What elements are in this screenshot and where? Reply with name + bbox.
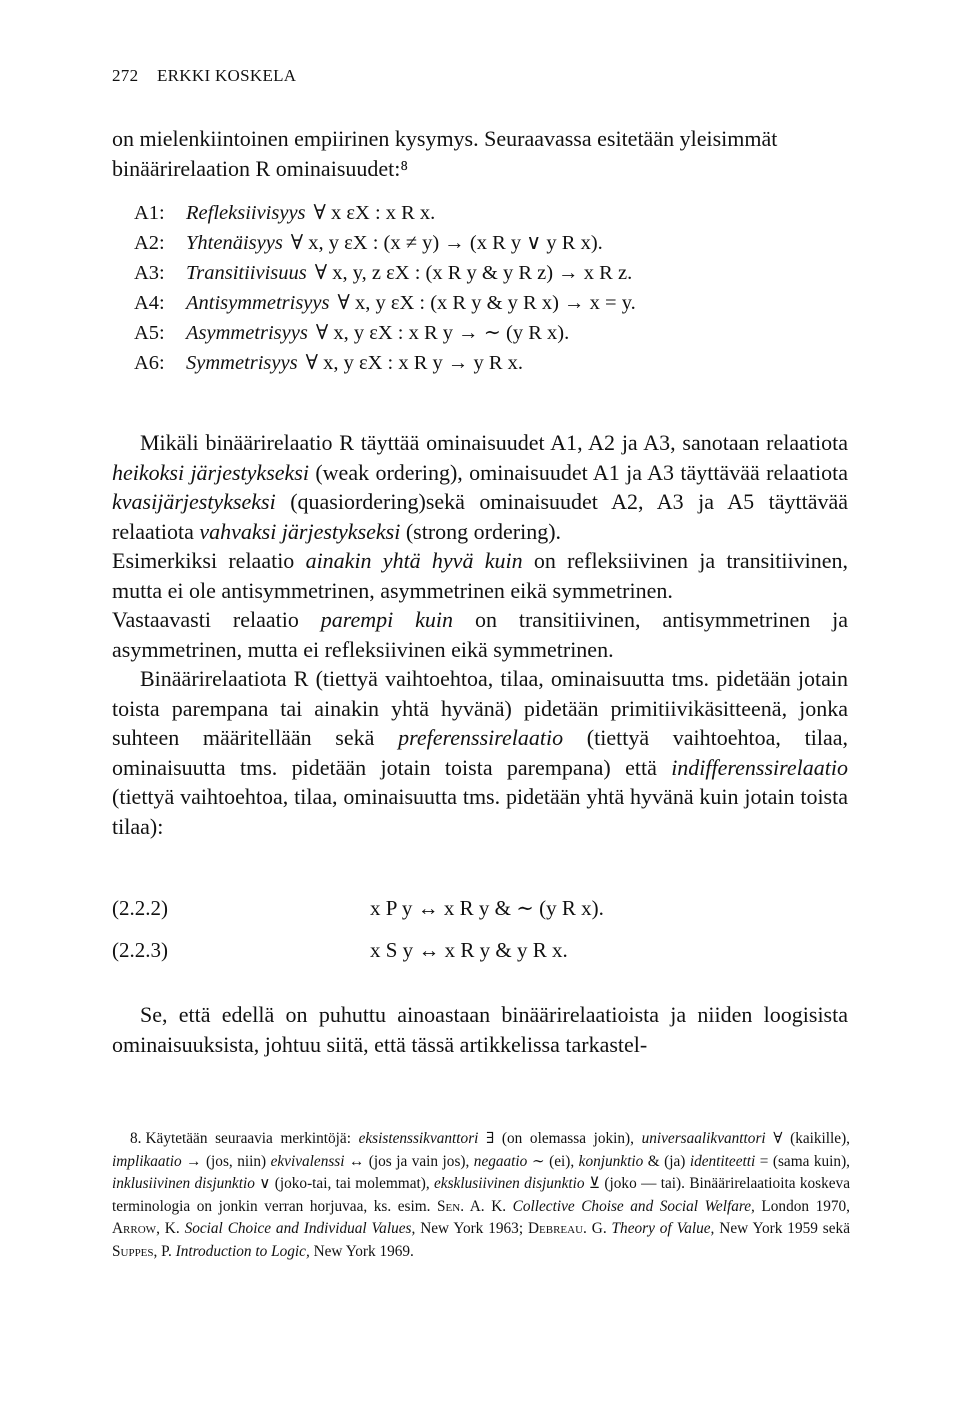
term: inklusiivinen disjunktio [112,1175,255,1192]
formula-expression: x S y ↔ x R y & y R x. [370,938,568,962]
axiom-formula: ∀ x, y, z εX : (x R y & y R z) → x R z. [314,262,633,284]
axiom-label: A2: [134,232,165,254]
text-run: , P. [153,1242,176,1260]
axiom-a3 [134,258,636,288]
term-strong-ordering: vahvaksi järjestykseksi [199,518,401,544]
text-run: . A. K. [460,1197,513,1215]
text-run: (tiettyä vaihtoehtoa, tilaa, ominaisuutta tms. pidetään yhtä hyvänä kuin jotain toista tilaa): [112,784,848,839]
text-run: & (ja) [643,1152,690,1170]
paragraph-example-2 [112,605,848,664]
text-run: New York 1963; [415,1220,528,1237]
term: eksistenssikvanttori [358,1130,479,1147]
text-run: = (sama kuin), [755,1152,850,1170]
paragraph-preference [112,664,848,841]
axiom-label: A4: [134,292,165,314]
axiom-a2 [134,228,636,258]
term: konjunktio [578,1152,644,1170]
text-run: (weak ordering), ominaisuudet A1 ja A3 täyttävää relaatiota [308,459,848,485]
text-run: (strong ordering). [400,518,562,544]
running-header [112,66,296,86]
text-run: on refleksiivinen ja transitiivinen, mutta ei ole antisymmetrinen, asymmetrinen eikä symmetrinen. [112,548,848,603]
footnote-8 [112,1128,850,1263]
term-at-least-as-good: ainakin yhtä hyvä kuin [305,548,523,573]
text-run: London 1970, [754,1197,850,1215]
term-preference-relation: preferenssirelaatio [398,725,564,750]
text-run: New York 1969. [309,1242,414,1260]
axiom-name: Symmetrisyys [186,352,298,374]
paragraph-orderings [112,428,848,546]
text-run: Vastaavasti relaatio [112,607,321,632]
author-name: Suppes [112,1242,154,1260]
term-quasiordering: kvasijärjestykseksi [112,489,276,514]
text-run: Käytetään seuraavia merkintöjä: [145,1130,359,1147]
term: universaalikvanttori [641,1130,766,1147]
axiom-a6 [134,348,636,378]
text-run: ⊻ (joko — tai). Binäärirelaatioita koskeva terminologia on jonkin verran horjuvaa, ks. esim. [112,1175,850,1215]
text-run: (quasiordering)sekä ominaisuudet A2, A3 ja A5 täyttävää relaatiota [112,489,848,544]
axiom-label: A5: [134,322,165,344]
term-indifference-relation: indifferenssirelaatio [671,754,848,780]
axiom-formula: ∀ x, y εX : x R y → y R x. [305,352,524,374]
term: eksklusiivinen disjunktio [434,1175,585,1192]
axiom-label: A6: [134,352,165,374]
term: negaatio [473,1152,528,1170]
axiom-a1 [134,198,636,228]
footnote-number: 8. [130,1130,142,1147]
text-run: Binäärirelaatiota R (tiettyä vaihtoehtoa, tilaa, ominaisuutta tms. pidetään jotain toista parempana tai ainakin yhtä hyvänä) pidetään primitiivikäsitteenä, jonka suhteen määritellään sekä [112,666,848,750]
book-title: Collective Choise and Social Welfare, [512,1197,755,1215]
term: ekvivalenssi [270,1152,345,1170]
axiom-name: Asymmetrisyys [186,322,308,344]
axiom-a5 [134,318,636,348]
axiom-list [134,198,636,378]
axiom-formula: ∀ x, y εX : (x R y & y R x) → x = y. [337,292,636,314]
axiom-name: Yhtenäisyys [186,232,283,254]
book-title: Introduction to Logic, [175,1242,310,1260]
main-body [112,428,848,841]
text-run: → (jos, niin) [181,1152,271,1170]
axiom-name: Refleksiivisyys [186,202,306,224]
text-run: ∨ (joko-tai, tai molemmat), [254,1175,435,1192]
text-run: , K. [156,1220,185,1237]
formula-number: (2.2.2) [112,896,168,920]
page-number: 272 [112,66,139,85]
term-weak-ordering: heikoksi järjestykseksi [112,459,309,485]
intro-paragraph: on mielenkiintoinen empiirinen kysymys. Seuraavassa esitetään yleisimmät binäärirelaation R ominaisuudet:⁸ [112,126,778,181]
text-run: ∃ (on olemassa jokin), [478,1130,642,1147]
axiom-label: A1: [134,202,165,224]
author-name: Debreau [527,1220,584,1237]
formula-expression: x P y ↔ x R y & ∼ (y R x). [370,896,604,920]
axiom-label: A3: [134,262,165,284]
axiom-formula: ∀ x, y εX : x R y → ∼ (y R x). [315,322,570,344]
author-name: Arrow [112,1220,157,1237]
text-run: ↔ (jos ja vain jos), [344,1152,474,1170]
text-run: (tiettyä vaihtoehtoa, tilaa, ominaisuutta tms. pidetään jotain toista parempana) että [112,725,848,780]
axiom-a4 [134,288,636,318]
term: identiteetti [689,1152,756,1170]
term-better-than: parempi kuin [320,607,454,632]
book-title: Theory of Value, [611,1220,715,1237]
text-run: ∼ (ei), [527,1152,579,1170]
axiom-formula: ∀ x, y εX : (x ≠ y) → (x R y ∨ y R x). [290,232,603,254]
axiom-name: Transitiivisuus [186,262,307,284]
text-run: Esimerkiksi relaatio [112,548,306,573]
paragraph-example-1 [112,546,848,605]
text-run: Mikäli binäärirelaatio R täyttää ominaisuudet A1, A2 ja A3, sanotaan relaatiota [140,430,848,455]
book-title: Social Choice and Individual Values, [184,1220,416,1237]
formula-number: (2.2.3) [112,938,168,962]
author-name: Sen [437,1197,461,1215]
axiom-name: Antisymmetrisyys [186,292,330,314]
closing-paragraph: Se, että edellä on puhuttu ainoastaan binäärirelaatioista ja niiden loogisista ominaisuuksista, johtuu siitä, että tässä artikkelissa tarkastel- [112,1002,848,1057]
text-run: on transitiivinen, antisymmetrinen ja asymmetrinen, mutta ei refleksiivinen eikä symmetrinen. [112,607,848,662]
axiom-formula: ∀ x εX : x R x. [313,202,436,224]
author-name: ERKKI KOSKELA [156,66,297,85]
text-run: New York 1959 sekä [714,1220,850,1237]
text-run: . G. [583,1220,612,1237]
text-run: ∀ (kaikille), [765,1130,850,1147]
term: implikaatio [112,1152,182,1170]
